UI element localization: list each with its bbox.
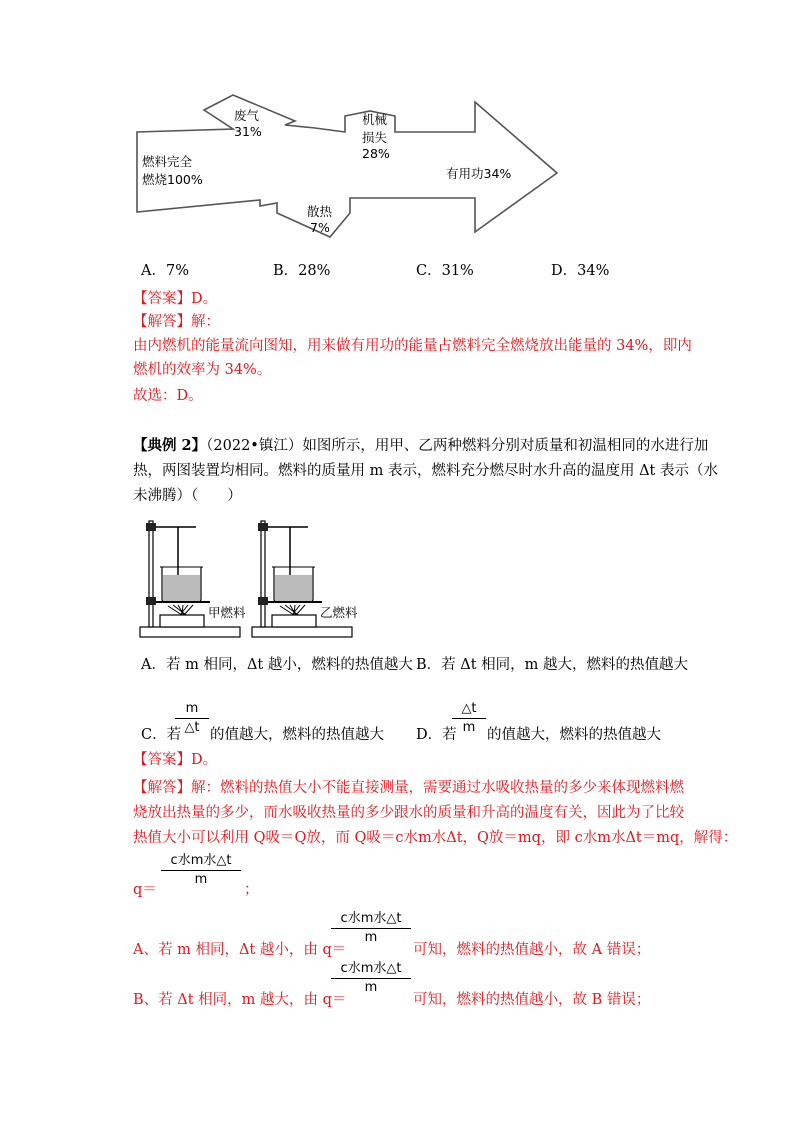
q2-stem-line2: 热，两图装置均相同。燃料的质量用 m 表示，燃料充分燃尽时水升高的温度用 Δt 表示（水 [133, 463, 718, 479]
q1-option-d: D．34% [551, 263, 610, 279]
q1-choice: 故选：D。 [133, 388, 203, 404]
q2-option-d-post: 的值越大，燃料的热值越大 [487, 727, 661, 743]
q1-option-b: B．28% [273, 263, 331, 279]
fuel-a-label: 甲燃料 [208, 605, 246, 620]
q-formula-pre: q＝ [133, 882, 157, 898]
input-energy-label-line2: 燃烧100% [142, 172, 203, 187]
exhaust-label: 废气 [234, 108, 260, 123]
q2-option-b: B．若 Δt 相同，m 越大，燃料的热值越大 [416, 657, 689, 673]
q1-option-a: A．7% [141, 263, 189, 279]
q2-answer: 【答案】D。 [133, 752, 218, 768]
q2-line-a-post: 可知，燃料的热值越小，故 A 错误； [413, 942, 651, 958]
q2-option-c-pre: C．若 [141, 727, 182, 743]
mech-loss-label-line2: 损失 [362, 130, 388, 145]
q1-explain-line1: 由内燃机的能量流向图知，用来做有用功的能量占燃料完全燃烧放出能量的 34%，即内 [133, 338, 692, 354]
q2-explain-line3: 热值大小可以利用 Q吸＝Q放，而 Q吸＝c水m水Δt，Q放＝mq，即 c水m水Δt＝mq，解得： [133, 830, 738, 846]
q2-option-d-fraction: △t m [452, 701, 486, 736]
q1-option-c: C．31% [416, 263, 474, 279]
q2-option-c-post: 的值越大，燃料的热值越大 [210, 727, 384, 743]
energy-flow-diagram [120, 88, 570, 258]
q2-explain-line2: 烧放出热量的多少，而水吸收热量的多少跟水的质量和升高的温度有关，因此为了比较 [133, 805, 684, 821]
input-energy-label-line1: 燃料完全 [142, 154, 193, 169]
q1-explain-line2: 燃机的效率为 34%。 [133, 362, 272, 378]
exhaust-value: 31% [234, 124, 262, 139]
q2-option-d-pre: D．若 [416, 727, 457, 743]
q2-option-c-fraction: m △t [175, 701, 209, 736]
q2-line-b-pre: B、若 Δt 相同，m 越大，由 q＝ [133, 992, 347, 1008]
q2-option-a: A．若 m 相同，Δt 越小，燃料的热值越大 [141, 657, 413, 673]
q2-explain-line1: 【解答】解：燃料的热值大小不能直接测量，需要通过水吸收热量的多少来体现燃料燃 [133, 780, 684, 796]
q2-stem-line1: 【典例 2】（2022•镇江）如图所示，用甲、乙两种燃料分别对质量和初温相同的水进行加 [133, 437, 709, 454]
fuel-b-label: 乙燃料 [320, 605, 358, 620]
apparatus-a-drawing [138, 515, 258, 640]
q1-explain-head: 【解答】解： [133, 314, 220, 330]
mech-loss-label-line1: 机械 [362, 112, 388, 127]
q2-line-b-fraction: c水m水△t m [331, 961, 411, 996]
q2-line-b-post: 可知，燃料的热值越小，故 B 错误； [413, 992, 651, 1008]
heat-loss-value: 7% [310, 220, 330, 235]
heat-loss-label: 散热 [307, 204, 333, 219]
q2-line-a-fraction: c水m水△t m [331, 911, 411, 946]
apparatus-b-drawing [250, 515, 370, 640]
mech-loss-value: 28% [362, 146, 390, 161]
apparatus-fuel-a [138, 515, 258, 640]
q2-stem-line3: 未沸腾）（ ） [133, 488, 242, 504]
q2-line-a-pre: A、若 m 相同，Δt 越小，由 q＝ [133, 942, 347, 958]
q2-tag: 【典例 2】 [133, 437, 207, 454]
useful-work-label: 有用功34% [446, 166, 512, 181]
q-formula-post: ； [244, 882, 259, 898]
apparatus-fuel-b [250, 515, 370, 640]
q1-answer: 【答案】D。 [133, 291, 218, 307]
q-formula-fraction: c水m水△t m [161, 853, 241, 888]
